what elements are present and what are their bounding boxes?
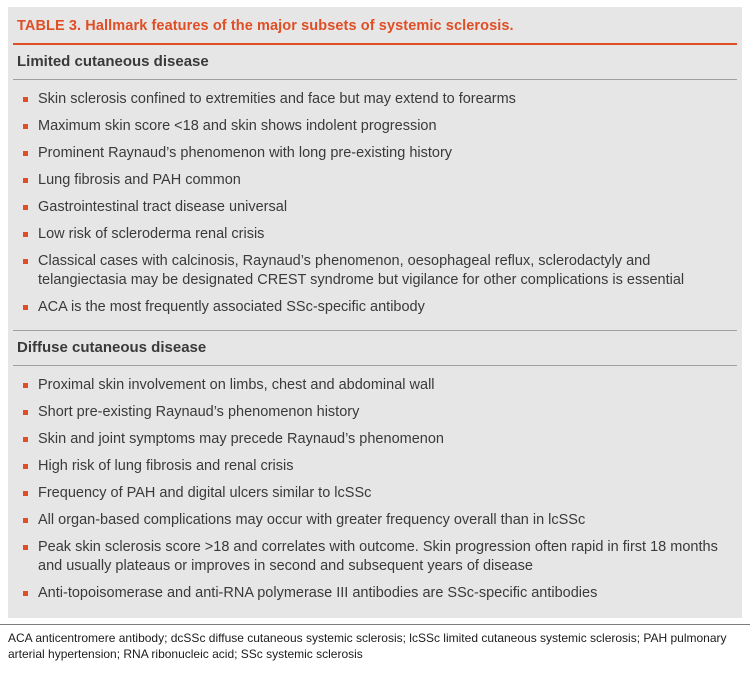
bullet-icon [23, 232, 28, 237]
bullet-icon [23, 437, 28, 442]
feature-text: Gastrointestinal tract disease universal [38, 199, 288, 215]
table-row [13, 86, 737, 113]
table-row [13, 294, 737, 321]
table-row [13, 399, 737, 426]
feature-text: All organ-based complications may occur with greater frequency overall than in lcSSc [38, 512, 586, 528]
bullet-icon [23, 305, 28, 310]
feature-text: Skin sclerosis confined to extremities and face but may extend to forearms [38, 91, 516, 107]
table-row [13, 194, 737, 221]
feature-text: Skin and joint symptoms may precede Raynaud’s phenomenon [38, 431, 444, 447]
feature-text: Prominent Raynaud’s phenomenon with long pre-existing history [38, 145, 453, 161]
bullet-icon [23, 97, 28, 102]
bullet-icon [23, 178, 28, 183]
table-row [13, 167, 737, 194]
footnote: ACA anticentromere antibody; dcSSc diffuse cutaneous systemic sclerosis; lcSSc limited cutaneous systemic sclerosis; PAH pulmonary arterial hypertension; RNA ribonucleic acid; SSc systemic sclerosis [8, 631, 727, 661]
feature-text: Lung fibrosis and PAH common [38, 172, 241, 188]
table-row [13, 372, 737, 399]
limited-feature-list [13, 80, 737, 330]
bullet-icon [23, 124, 28, 129]
table-row [13, 580, 737, 607]
bullet-icon [23, 518, 28, 523]
feature-text: Maximum skin score <18 and skin shows indolent progression [38, 118, 437, 134]
table-row [13, 113, 737, 140]
table-row [13, 221, 737, 248]
table-row [13, 507, 737, 534]
table-row [13, 534, 737, 580]
feature-text: Low risk of scleroderma renal crisis [38, 226, 265, 242]
bullet-icon [23, 151, 28, 156]
diffuse-feature-list [13, 366, 737, 616]
table-panel [8, 7, 742, 618]
bullet-icon [23, 591, 28, 596]
table-row [13, 248, 737, 294]
bullet-icon [23, 259, 28, 264]
feature-text: Anti-topoisomerase and anti-RNA polymerase III antibodies are SSc-specific antibodies [38, 585, 598, 601]
table-row [13, 480, 737, 507]
bullet-icon [23, 383, 28, 388]
table-row [13, 453, 737, 480]
table-title: TABLE 3. Hallmark features of the major subsets of systemic sclerosis. [17, 18, 514, 34]
feature-text: ACA is the most frequently associated SSc-specific antibody [38, 299, 425, 315]
feature-text: High risk of lung fibrosis and renal crisis [38, 458, 294, 474]
table-row [13, 140, 737, 167]
bullet-icon [23, 545, 28, 550]
bullet-icon [23, 491, 28, 496]
feature-text: Proximal skin involvement on limbs, chest and abdominal wall [38, 377, 435, 393]
bullet-icon [23, 205, 28, 210]
feature-text: Classical cases with calcinosis, Raynaud’s phenomenon, oesophageal reflux, sclerodactyly and telangiectasia may be designated CREST syndrome but vigilance for other complications is essential [38, 253, 685, 288]
feature-text: Frequency of PAH and digital ulcers similar to lcSSc [38, 485, 372, 501]
bullet-icon [23, 464, 28, 469]
section-header-limited: Limited cutaneous disease [13, 45, 737, 80]
feature-text: Peak skin sclerosis score >18 and correlates with outcome. Skin progression often rapid in first 18 months and usually plateaus or improves in second and subsequent years of disease [38, 539, 718, 574]
section-header-diffuse: Diffuse cutaneous disease [13, 330, 737, 366]
bullet-icon [23, 410, 28, 415]
table-row [13, 426, 737, 453]
feature-text: Short pre-existing Raynaud’s phenomenon history [38, 404, 360, 420]
